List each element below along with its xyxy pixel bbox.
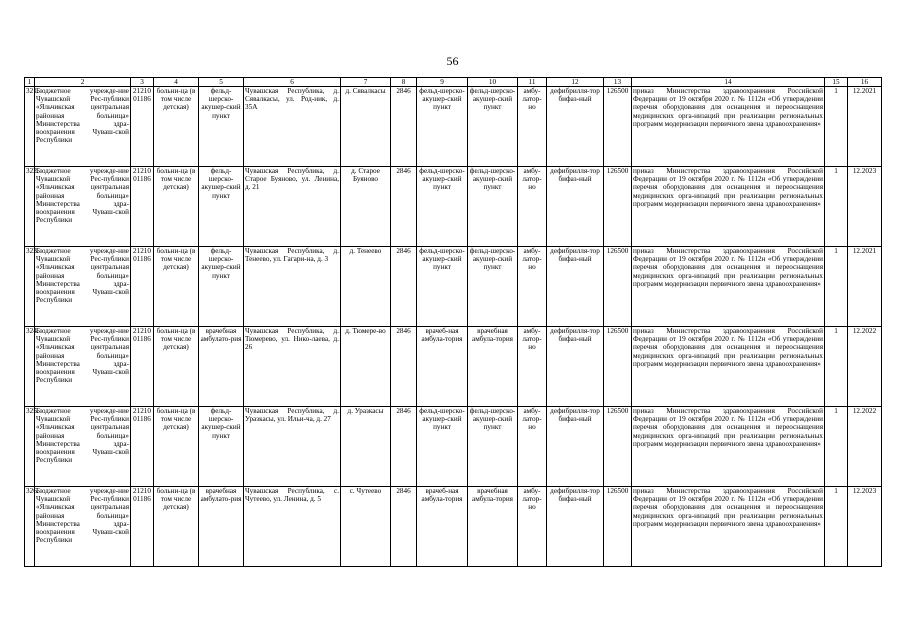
care-form: амбу-латор-но bbox=[518, 327, 547, 407]
population: 2846 bbox=[391, 87, 417, 167]
table-row bbox=[25, 487, 882, 567]
page-number: 56 bbox=[446, 54, 459, 68]
planned-subdivision: фельд-шерско-акушер-ский пункт bbox=[468, 247, 518, 327]
locality: д. Сявалкасы bbox=[341, 87, 391, 167]
column-number: 7 bbox=[341, 78, 391, 87]
organization-name: Бюджетное учрежде-ние Чувашской Рес-публики «Яльчикская центральная районная больница» Министерства здра-воохранения Чуваш-ской Республики bbox=[35, 487, 131, 567]
delivery-date: 12.2022 bbox=[848, 407, 882, 487]
institution-type: больни-ца (в том числе детская) bbox=[154, 327, 199, 407]
institution-type: больни-ца (в том числе детская) bbox=[154, 247, 199, 327]
column-number: 1 bbox=[25, 78, 35, 87]
delivery-date: 12.2022 bbox=[848, 327, 882, 407]
organization-code: 21210 01186 bbox=[131, 87, 154, 167]
locality: д. Тенеево bbox=[341, 247, 391, 327]
legal-basis: приказ Министерства здравоохранения Российской Федерации от 19 октября 2020 г. № 1112н «Об утверждении перечня оборудования для оснащения и переоснащения медицинских орга-низаций при реализации региональных программ модернизации первичного звена здравоохранения» bbox=[632, 327, 825, 407]
row-number: 325. bbox=[25, 407, 35, 487]
equipment-name: дефибрилля-тор бифаз-ный bbox=[547, 87, 604, 167]
locality: д. Уразкасы bbox=[341, 407, 391, 487]
organization-code: 21210 01186 bbox=[131, 247, 154, 327]
locality: д. Старое Буяново bbox=[341, 167, 391, 247]
organization-name: Бюджетное учрежде-ние Чувашской Рес-публики «Яльчикская центральная районная больница» Министерства здра-воохранения Чуваш-ской Республики bbox=[35, 327, 131, 407]
column-number: 4 bbox=[154, 78, 199, 87]
legal-basis: приказ Министерства здравоохранения Российской Федерации от 19 октября 2020 г. № 1112н «Об утверждении перечня оборудования для оснащения и переоснащения медицинских орга-низаций при реализации региональных программ модернизации первичного звена здравоохранения» bbox=[632, 247, 825, 327]
quantity: 1 bbox=[825, 487, 848, 567]
row-number: 321. bbox=[25, 87, 35, 167]
current-subdivision: фельд-шерско-акушер-ский пункт bbox=[417, 247, 468, 327]
quantity: 1 bbox=[825, 247, 848, 327]
legal-basis: приказ Министерства здравоохранения Российской Федерации от 19 октября 2020 г. № 1112н «Об утверждении перечня оборудования для оснащения и переоснащения медицинских орга-низаций при реализации региональных программ модернизации первичного звена здравоохранения» bbox=[632, 487, 825, 567]
population: 2846 bbox=[391, 167, 417, 247]
delivery-date: 12.2021 bbox=[848, 87, 882, 167]
current-subdivision: фельд-шерско-акушер-ский пункт bbox=[417, 407, 468, 487]
care-form: амбу-латор-но bbox=[518, 407, 547, 487]
unit-price: 126500 bbox=[604, 247, 632, 327]
column-number: 14 bbox=[632, 78, 825, 87]
table-row bbox=[25, 247, 882, 327]
organization-code: 21210 01186 bbox=[131, 327, 154, 407]
column-number: 15 bbox=[825, 78, 848, 87]
column-number: 2 bbox=[35, 78, 131, 87]
column-number: 13 bbox=[604, 78, 632, 87]
quantity: 1 bbox=[825, 327, 848, 407]
institution-type: больни-ца (в том числе детская) bbox=[154, 167, 199, 247]
quantity: 1 bbox=[825, 167, 848, 247]
locality: с. Чутеево bbox=[341, 487, 391, 567]
column-number-row bbox=[25, 78, 882, 87]
institution-type: больни-ца (в том числе детская) bbox=[154, 87, 199, 167]
delivery-date: 12.2023 bbox=[848, 487, 882, 567]
organization-code: 21210 01186 bbox=[131, 487, 154, 567]
subdivision-type: фельд-шерско-акушер-ский пункт bbox=[199, 87, 244, 167]
care-form: амбу-латор-но bbox=[518, 87, 547, 167]
institution-type: больни-ца (в том числе детская) bbox=[154, 487, 199, 567]
address: Чувашская Республика, д. Тюмерево, ул. Нико-лаева, д. 26 bbox=[244, 327, 341, 407]
planned-subdivision: врачебная амбула-тория bbox=[468, 487, 518, 567]
organization-code: 21210 01186 bbox=[131, 407, 154, 487]
column-number: 12 bbox=[547, 78, 604, 87]
address: Чувашская Республика, д. Тенеево, ул. Гагари-на, д. 3 bbox=[244, 247, 341, 327]
institution-type: больни-ца (в том числе детская) bbox=[154, 407, 199, 487]
organization-name: Бюджетное учрежде-ние Чувашской Рес-публики «Яльчикская центральная районная больница» Министерства здра-воохранения Чуваш-ской Республики bbox=[35, 87, 131, 167]
table-row bbox=[25, 327, 882, 407]
organization-name: Бюджетное учрежде-ние Чувашской Рес-публики «Яльчикская центральная районная больница» Министерства здра-воохранения Чуваш-ской Республики bbox=[35, 247, 131, 327]
locality: д. Тюмере-во bbox=[341, 327, 391, 407]
organization-name: Бюджетное учрежде-ние Чувашской Рес-публики «Яльчикская центральная районная больница» Министерства здра-воохранения Чуваш-ской Республики bbox=[35, 167, 131, 247]
population: 2846 bbox=[391, 407, 417, 487]
address: Чувашская Республика, д. Старое Буяново, ул. Ленина, д. 21 bbox=[244, 167, 341, 247]
planned-subdivision: фельд-шерско-акушер-ский пункт bbox=[468, 407, 518, 487]
column-number: 16 bbox=[848, 78, 882, 87]
population: 2846 bbox=[391, 487, 417, 567]
row-number: 326. bbox=[25, 487, 35, 567]
address: Чувашская Республика, д. Уразкасы, ул. Ильи-ча, д. 27 bbox=[244, 407, 341, 487]
unit-price: 126500 bbox=[604, 87, 632, 167]
planned-subdivision: фельд-шерско-акушер-ский пункт bbox=[468, 87, 518, 167]
column-number: 5 bbox=[199, 78, 244, 87]
column-number: 9 bbox=[417, 78, 468, 87]
current-subdivision: врачеб-ная амбула-тория bbox=[417, 327, 468, 407]
care-form: амбу-латор-но bbox=[518, 487, 547, 567]
equipment-name: дефибрилля-тор бифаз-ный bbox=[547, 407, 604, 487]
delivery-date: 12.2021 bbox=[848, 247, 882, 327]
quantity: 1 bbox=[825, 87, 848, 167]
legal-basis: приказ Министерства здравоохранения Российской Федерации от 19 октября 2020 г. № 1112н «Об утверждении перечня оборудования для оснащения и переоснащения медицинских орга-низаций при реализации региональных программ модернизации первичного звена здравоохранения» bbox=[632, 167, 825, 247]
current-subdivision: фельд-шерско-акушер-ский пункт bbox=[417, 167, 468, 247]
unit-price: 126500 bbox=[604, 487, 632, 567]
unit-price: 126500 bbox=[604, 327, 632, 407]
delivery-date: 12.2023 bbox=[848, 167, 882, 247]
unit-price: 126500 bbox=[604, 167, 632, 247]
organization-code: 21210 01186 bbox=[131, 167, 154, 247]
table-row bbox=[25, 407, 882, 487]
table-row bbox=[25, 87, 882, 167]
current-subdivision: врачеб-ная амбула-тория bbox=[417, 487, 468, 567]
row-number: 323. bbox=[25, 247, 35, 327]
column-number: 6 bbox=[244, 78, 341, 87]
subdivision-type: врачебная амбулато-рия bbox=[199, 487, 244, 567]
current-subdivision: фельд-шерско-акушер-ский пункт bbox=[417, 87, 468, 167]
column-number: 3 bbox=[131, 78, 154, 87]
subdivision-type: фельд-шерско-акушер-ский пункт bbox=[199, 407, 244, 487]
organization-name: Бюджетное учрежде-ние Чувашской Рес-публики «Яльчикская центральная районная больница» Министерства здра-воохранения Чуваш-ской Республики bbox=[35, 407, 131, 487]
legal-basis: приказ Министерства здравоохранения Российской Федерации от 19 октября 2020 г. № 1112н «Об утверждении перечня оборудования для оснащения и переоснащения медицинских орга-низаций при реализации региональных программ модернизации первичного звена здравоохранения» bbox=[632, 87, 825, 167]
population: 2846 bbox=[391, 327, 417, 407]
equipment-name: дефибрилля-тор бифаз-ный bbox=[547, 167, 604, 247]
equipment-name: дефибрилля-тор бифаз-ный bbox=[547, 487, 604, 567]
column-number: 11 bbox=[518, 78, 547, 87]
planned-subdivision: врачебная амбула-тория bbox=[468, 327, 518, 407]
unit-price: 126500 bbox=[604, 407, 632, 487]
care-form: амбу-латор-но bbox=[518, 247, 547, 327]
address: Чувашская Республика, с. Чутеево, ул. Ленина, д. 5 bbox=[244, 487, 341, 567]
row-number: 324. bbox=[25, 327, 35, 407]
legal-basis: приказ Министерства здравоохранения Российской Федерации от 19 октября 2020 г. № 1112н «Об утверждении перечня оборудования для оснащения и переоснащения медицинских орга-низаций при реализации региональных программ модернизации первичного звена здравоохранения» bbox=[632, 407, 825, 487]
equipment-name: дефибрилля-тор бифаз-ный bbox=[547, 327, 604, 407]
subdivision-type: фельд-шерско-акушер-ский пункт bbox=[199, 167, 244, 247]
equipment-name: дефибрилля-тор бифаз-ный bbox=[547, 247, 604, 327]
care-form: амбу-латор-но bbox=[518, 167, 547, 247]
population: 2846 bbox=[391, 247, 417, 327]
column-number: 10 bbox=[468, 78, 518, 87]
row-number: 322. bbox=[25, 167, 35, 247]
subdivision-type: фельд-шерско-акушер-ский пункт bbox=[199, 247, 244, 327]
table-row bbox=[25, 167, 882, 247]
subdivision-type: врачебная амбулато-рия bbox=[199, 327, 244, 407]
address: Чувашская Республика, д. Сявалкасы, ул. Род-ник, д. 35А bbox=[244, 87, 341, 167]
equipment-table bbox=[24, 77, 882, 567]
column-number: 8 bbox=[391, 78, 417, 87]
planned-subdivision: фельд-шерско-акушер-ский пункт bbox=[468, 167, 518, 247]
quantity: 1 bbox=[825, 407, 848, 487]
